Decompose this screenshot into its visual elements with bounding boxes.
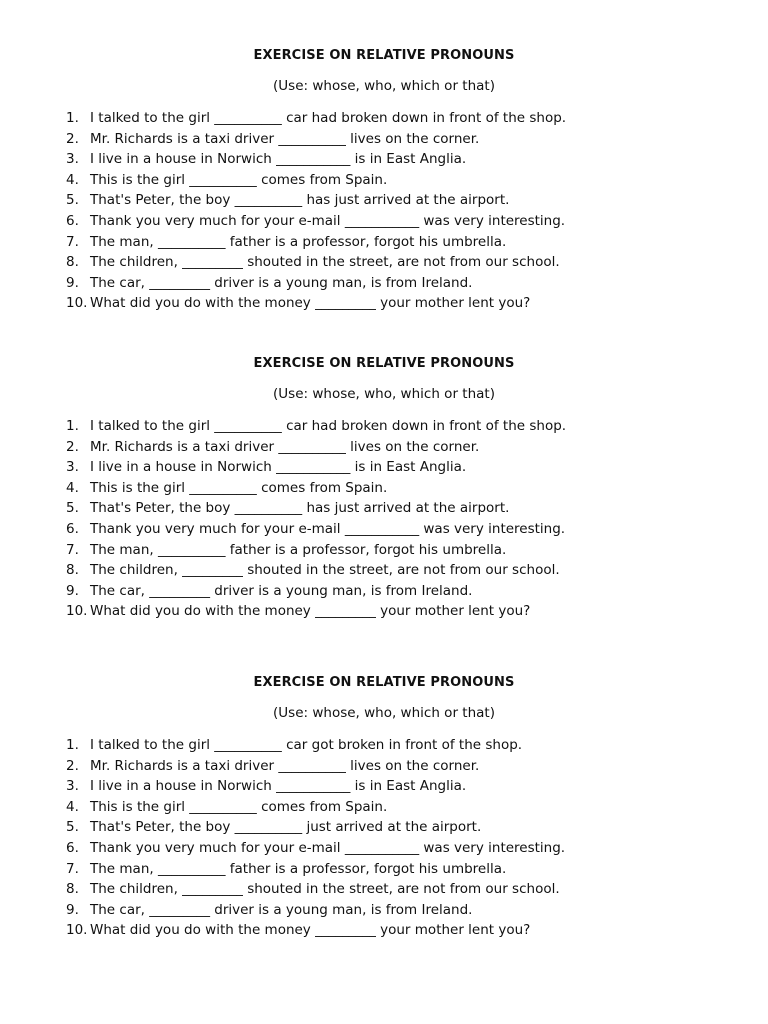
question-item (66, 170, 566, 191)
question-item (66, 437, 566, 458)
question-text: The man, __________ father is a professor, forgot his umbrella. (90, 541, 507, 558)
question-number: 9. (66, 582, 79, 599)
question-number: 3. (66, 459, 79, 476)
question-text: This is the girl __________ comes from Spain. (90, 479, 388, 496)
question-text: What did you do with the money _________ your mother lent you? (90, 922, 531, 939)
question-text: The man, __________ father is a professor, forgot his umbrella. (90, 233, 507, 250)
question-item (66, 211, 566, 232)
question-text: Mr. Richards is a taxi driver __________ lives on the corner. (90, 757, 480, 774)
question-item (66, 879, 565, 900)
question-number: 6. (66, 212, 79, 229)
question-number: 4. (66, 171, 79, 188)
question-number: 1. (66, 110, 79, 126)
question-item (66, 273, 566, 294)
question-item (66, 817, 565, 838)
question-item (66, 838, 565, 859)
question-number: 3. (66, 151, 79, 168)
question-number: 10. (66, 603, 88, 620)
question-number: 8. (66, 881, 79, 898)
question-item (66, 498, 566, 519)
question-item (66, 129, 566, 150)
question-text: Mr. Richards is a taxi driver __________ lives on the corner. (90, 438, 480, 455)
question-item (66, 149, 566, 170)
question-item (66, 560, 566, 581)
question-number: 5. (66, 500, 79, 517)
exercise-instructions: (Use: whose, who, which or that) (273, 386, 495, 402)
question-number: 10. (66, 295, 88, 312)
question-item (66, 900, 565, 921)
question-item (66, 859, 565, 880)
question-text: Thank you very much for your e-mail ___________ was very interesting. (90, 839, 566, 856)
question-text: The car, _________ driver is a young man, is from Ireland. (90, 274, 473, 291)
question-item (66, 232, 566, 253)
question-number: 7. (66, 541, 79, 558)
question-number: 5. (66, 192, 79, 209)
question-item (66, 252, 566, 273)
question-number: 5. (66, 819, 79, 836)
question-number: 7. (66, 233, 79, 250)
exercise-instructions: (Use: whose, who, which or that) (273, 705, 495, 721)
exercise-title: EXERCISE ON RELATIVE PRONOUNS (253, 356, 515, 371)
question-number: 2. (66, 438, 79, 455)
question-text: The children, _________ shouted in the street, are not from our school. (90, 254, 560, 271)
question-number: 3. (66, 778, 79, 795)
question-text: I live in a house in Norwich ___________ is in East Anglia. (90, 778, 467, 795)
exercise-title: EXERCISE ON RELATIVE PRONOUNS (253, 675, 515, 690)
question-text: This is the girl __________ comes from Spain. (90, 798, 388, 815)
question-item (66, 776, 565, 797)
question-text: The car, _________ driver is a young man, is from Ireland. (90, 582, 473, 599)
question-list (66, 108, 566, 314)
question-item (66, 756, 565, 777)
exercise-instructions: (Use: whose, who, which or that) (273, 78, 495, 94)
question-text: That's Peter, the boy __________ has just arrived at the airport. (90, 192, 510, 209)
question-text: The children, _________ shouted in the street, are not from our school. (90, 562, 560, 579)
question-item (66, 601, 566, 622)
question-item (66, 920, 565, 941)
question-item (66, 540, 566, 561)
question-item (66, 190, 566, 211)
question-item (66, 797, 565, 818)
question-number: 2. (66, 757, 79, 774)
question-item (66, 108, 566, 129)
question-number: 9. (66, 274, 79, 291)
question-text: The children, _________ shouted in the street, are not from our school. (90, 881, 560, 898)
question-list (66, 735, 565, 941)
question-text: That's Peter, the boy __________ has just arrived at the airport. (90, 500, 510, 517)
question-text: I live in a house in Norwich ___________ is in East Anglia. (90, 459, 467, 476)
exercise-title: EXERCISE ON RELATIVE PRONOUNS (253, 48, 515, 63)
question-text: Thank you very much for your e-mail ___________ was very interesting. (90, 212, 566, 229)
question-text: What did you do with the money _________ your mother lent you? (90, 295, 531, 312)
question-text: I talked to the girl __________ car had broken down in front of the shop. (90, 418, 567, 434)
question-text: Mr. Richards is a taxi driver __________ lives on the corner. (90, 130, 480, 147)
question-list (66, 416, 566, 622)
question-number: 9. (66, 901, 79, 918)
question-text: What did you do with the money _________ your mother lent you? (90, 603, 531, 620)
question-item (66, 293, 566, 314)
question-number: 10. (66, 922, 88, 939)
question-text: The car, _________ driver is a young man, is from Ireland. (90, 901, 473, 918)
question-item (66, 735, 565, 756)
question-text: I talked to the girl __________ car got broken in front of the shop. (90, 737, 523, 753)
question-number: 6. (66, 839, 79, 856)
question-number: 4. (66, 798, 79, 815)
question-text: Thank you very much for your e-mail ___________ was very interesting. (90, 520, 566, 537)
question-number: 1. (66, 418, 79, 434)
question-item (66, 519, 566, 540)
question-item (66, 457, 566, 478)
question-text: That's Peter, the boy __________ just arrived at the airport. (90, 819, 482, 836)
question-number: 8. (66, 254, 79, 271)
question-number: 2. (66, 130, 79, 147)
question-text: This is the girl __________ comes from Spain. (90, 171, 388, 188)
question-number: 4. (66, 479, 79, 496)
question-item (66, 416, 566, 437)
question-item (66, 581, 566, 602)
question-text: The man, __________ father is a professor, forgot his umbrella. (90, 860, 507, 877)
question-text: I talked to the girl __________ car had broken down in front of the shop. (90, 110, 567, 126)
question-item (66, 478, 566, 499)
question-number: 6. (66, 520, 79, 537)
question-text: I live in a house in Norwich ___________ is in East Anglia. (90, 151, 467, 168)
question-number: 8. (66, 562, 79, 579)
question-number: 1. (66, 737, 79, 753)
question-number: 7. (66, 860, 79, 877)
